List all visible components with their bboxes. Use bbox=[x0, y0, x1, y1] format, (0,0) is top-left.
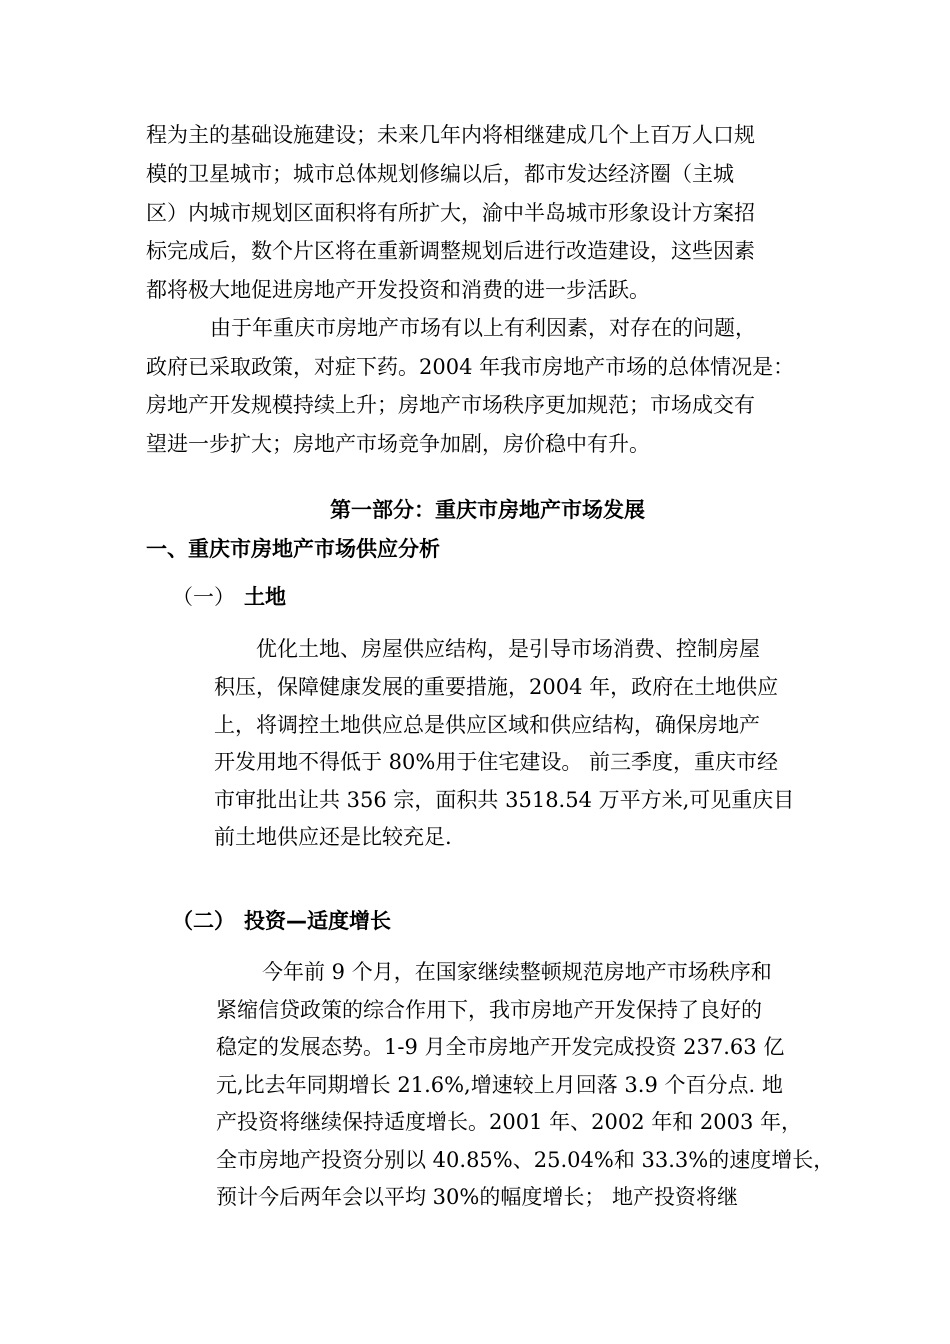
part-title: 第一部分：重庆市房地产市场发展 bbox=[330, 498, 645, 522]
sub1-line-6: 前土地供应还是比较充足. bbox=[214, 825, 452, 849]
sub1-number: （一） bbox=[172, 585, 235, 609]
intro-line-1: 程为主的基础设施建设；未来几年内将相继建成几个上百万人口规 bbox=[146, 123, 755, 147]
para2-line-4: 望进一步扩大；房地产市场竞争加剧，房价稳中有升。 bbox=[146, 432, 650, 456]
para2-line-3: 房地产开发规模持续上升；房地产市场秩序更加规范；市场成交有 bbox=[146, 393, 755, 417]
sub1-line-5: 市审批出让共 356 宗，面积共 3518.54 万平方米,可见重庆目 bbox=[214, 788, 795, 812]
sub1-line-2: 积压，保障健康发展的重要措施，2004 年，政府在土地供应 bbox=[214, 675, 779, 699]
intro-line-5: 都将极大地促进房地产开发投资和消费的进一步活跃。 bbox=[146, 278, 650, 302]
sub2-line-1: 今年前 9 个月，在国家继续整顿规范房地产市场秩序和 bbox=[262, 960, 772, 984]
sub1-line-3: 上，将调控土地供应总是供应区域和供应结构，确保房地产 bbox=[214, 713, 760, 737]
sub2-line-5: 产投资将继续保持适度增长。2001 年、2002 年和 2003 年， bbox=[216, 1110, 803, 1134]
sub2-title: 投资—适度增长 bbox=[244, 909, 391, 933]
intro-line-3: 区）内城市规划区面积将有所扩大，渝中半岛城市形象设计方案招 bbox=[146, 201, 755, 225]
intro-line-4: 标完成后，数个片区将在重新调整规划后进行改造建设，这些因素 bbox=[146, 239, 755, 263]
sub2-line-2: 紧缩信贷政策的综合作用下，我市房地产开发保持了良好的 bbox=[216, 998, 762, 1022]
sub1-line-4: 开发用地不得低于 80%用于住宅建设。 前三季度，重庆市经 bbox=[214, 750, 779, 774]
sub2-line-3: 稳定的发展态势。1-9 月全市房地产开发完成投资 237.63 亿 bbox=[216, 1035, 785, 1059]
intro-line-2: 模的卫星城市；城市总体规划修编以后，都市发达经济圈（主城 bbox=[146, 162, 734, 186]
para2-line-1: 由于年重庆市房地产市场有以上有利因素，对存在的问题， bbox=[210, 316, 756, 340]
sub2-line-6: 全市房地产投资分别以 40.85%、25.04%和 33.3%的速度增长， bbox=[216, 1148, 835, 1172]
sub1-title: 土地 bbox=[244, 585, 286, 609]
sub2-number: （二） bbox=[172, 909, 235, 933]
section1-title: 一、重庆市房地产市场供应分析 bbox=[146, 537, 440, 561]
para2-line-2: 政府已采取政策，对症下药。2004 年我市房地产市场的总体情况是： bbox=[146, 355, 795, 379]
sub2-line-4: 元,比去年同期增长 21.6%,增速较上月回落 3.9 个百分点. 地 bbox=[216, 1073, 783, 1097]
sub2-line-7: 预计今后两年会以平均 30%的幅度增长； 地产投资将继 bbox=[216, 1185, 739, 1209]
sub1-line-1: 优化土地、房屋供应结构，是引导市场消费、控制房屋 bbox=[256, 637, 760, 661]
